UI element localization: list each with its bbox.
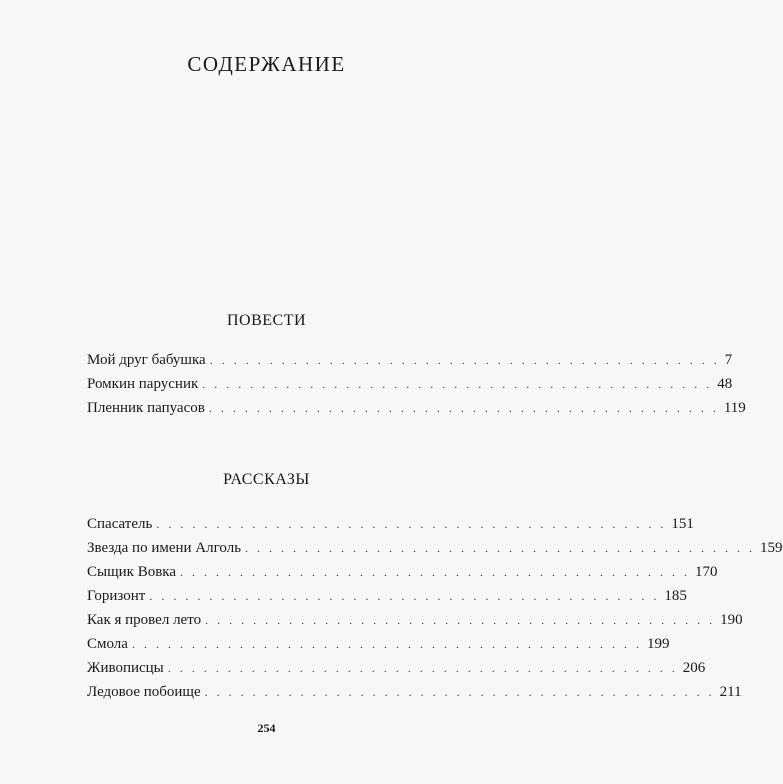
toc-entry-page: 170 bbox=[695, 564, 718, 580]
toc-entry-title: Смола bbox=[87, 636, 128, 652]
toc-entry bbox=[87, 684, 742, 708]
toc-entry-title: Сыщик Вовка bbox=[87, 564, 177, 580]
toc-entry bbox=[87, 660, 706, 684]
toc-entry-title: Спасатель bbox=[87, 516, 153, 532]
toc-entry-page: 119 bbox=[723, 400, 746, 416]
toc-entry-page: 206 bbox=[682, 660, 706, 676]
dot-leader: . . . . . . . . . . . . . . . . . . . . . . . . . . . . . . . . . . . . . . . . . . . bbox=[204, 685, 715, 699]
dot-leader: . . . . . . . . . . . . . . . . . . . . . . . . . . . . . . . . . . . . . . . . . . . bbox=[245, 541, 756, 555]
dot-leader: . . . . . . . . . . . . . . . . . . . . . . . . . . . . . . . . . . . . . . . . . . . bbox=[131, 637, 642, 651]
dot-leader: . . . . . . . . . . . . . . . . . . . . . . . . . . . . . . . . . . . . . . . . . . . bbox=[209, 353, 720, 367]
toc-entry bbox=[87, 516, 694, 540]
toc-list-rasskazy bbox=[87, 516, 783, 708]
toc-entry-page: 7 bbox=[724, 352, 733, 368]
toc-entry-page: 151 bbox=[671, 516, 694, 532]
toc-entry-page: 199 bbox=[646, 636, 670, 652]
section-heading-povesti: ПОВЕСТИ bbox=[226, 312, 307, 329]
dot-leader: . . . . . . . . . . . . . . . . . . . . . . . . . . . . . . . . . . . . . . . . . . . bbox=[156, 517, 667, 531]
toc-entry-title: Ромкин парусник bbox=[87, 376, 199, 392]
toc-entry-title: Звезда по имени Алголь bbox=[87, 540, 242, 556]
section-heading-rasskazy: РАССКАЗЫ bbox=[223, 471, 310, 488]
toc-entry-title: Мой друг бабушка bbox=[87, 352, 206, 368]
dot-leader: . . . . . . . . . . . . . . . . . . . . . . . . . . . . . . . . . . . . . . . . . . . bbox=[149, 589, 660, 603]
toc-list-povesti bbox=[87, 352, 746, 424]
toc-entry-page: 185 bbox=[664, 588, 687, 604]
toc-entry-page: 48 bbox=[717, 376, 733, 392]
toc-entry bbox=[87, 588, 687, 612]
toc-entry-title: Ледовое побоище bbox=[87, 684, 201, 700]
dot-leader: . . . . . . . . . . . . . . . . . . . . . . . . . . . . . . . . . . . . . . . . . . . bbox=[202, 377, 713, 391]
toc-entry-title: Горизонт bbox=[87, 588, 146, 604]
toc-entry bbox=[87, 612, 743, 636]
toc-entry bbox=[87, 564, 718, 588]
toc-entry-title: Как я провел лето bbox=[87, 612, 202, 628]
toc-entry-title: Живописцы bbox=[87, 660, 164, 676]
dot-leader: . . . . . . . . . . . . . . . . . . . . . . . . . . . . . . . . . . . . . . . . . . . bbox=[167, 661, 678, 675]
toc-entry bbox=[87, 352, 733, 376]
dot-leader: . . . . . . . . . . . . . . . . . . . . . . . . . . . . . . . . . . . . . . . . . . . bbox=[208, 401, 719, 415]
dot-leader: . . . . . . . . . . . . . . . . . . . . . . . . . . . . . . . . . . . . . . . . . . . bbox=[205, 613, 716, 627]
toc-entry-page: 190 bbox=[720, 612, 743, 628]
toc-entry bbox=[87, 400, 746, 424]
toc-entry bbox=[87, 376, 733, 400]
toc-entry bbox=[87, 540, 783, 564]
toc-entry-page: 211 bbox=[719, 684, 742, 700]
toc-entry-title: Пленник папуасов bbox=[87, 400, 205, 416]
page-number: 254 bbox=[257, 721, 276, 735]
page-title: СОДЕРЖАНИЕ bbox=[187, 52, 346, 76]
toc-entry bbox=[87, 636, 670, 660]
toc-entry-page: 159 bbox=[760, 540, 783, 556]
dot-leader: . . . . . . . . . . . . . . . . . . . . . . . . . . . . . . . . . . . . . . . . . . . bbox=[180, 565, 691, 579]
